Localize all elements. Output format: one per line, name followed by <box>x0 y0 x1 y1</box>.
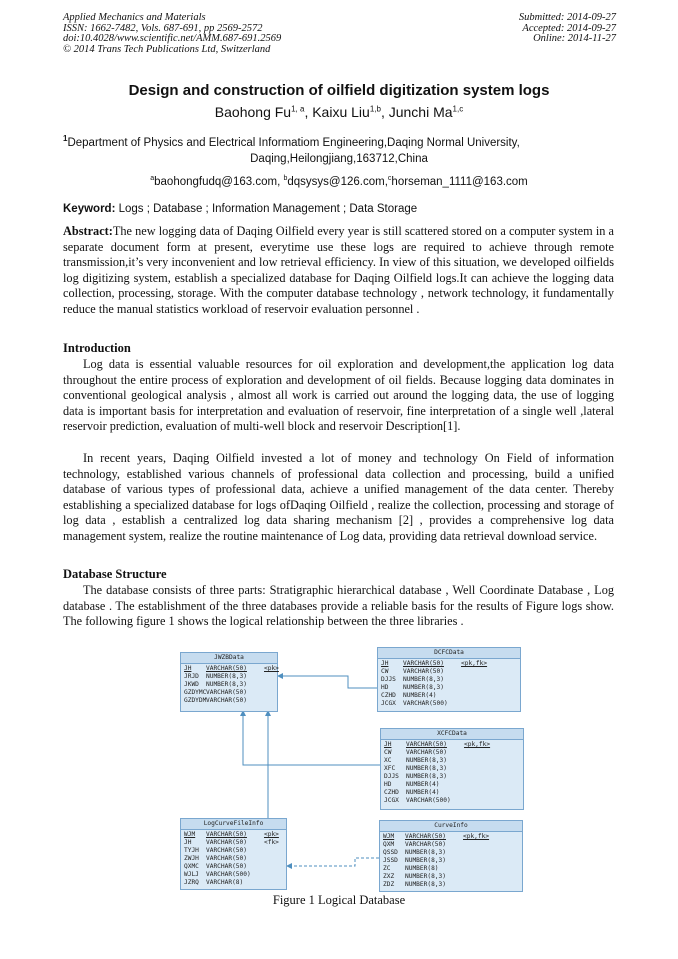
table-field-row <box>381 668 517 676</box>
field-type: VARCHAR(50) <box>206 697 247 704</box>
intro-paragraph-2: In recent years, Daqing Oilfield invested a lot of money and technology On Field of information technology, established various channels of professional data collection and processing, build a unified database of various types of professional data, achieve a unified management of the data center. Thereby establishing a specialized database for logs ofDaqing Oilfield , realize the collection, processing and storage of log data , establish a centralized log data sharing mechanism [2] , provides a comprehensive log data management system, realize the routine maintenance of Log data, providing data retrieval download service. <box>63 451 614 543</box>
accepted-date: Accepted: 2014-09-27 <box>522 22 616 34</box>
email-sup: b <box>283 175 288 182</box>
field-type: VARCHAR(500) <box>406 797 451 804</box>
field-name: TYJH <box>184 847 199 854</box>
table-name: XCFCData <box>381 729 523 740</box>
table-field-row <box>384 781 520 789</box>
field-type: NUMBER(8) <box>405 865 439 872</box>
field-type: VARCHAR(50) <box>206 665 247 672</box>
database-paragraph: The database consists of three parts: Stratigraphic hierarchical database , Well Coordinate Database , Log database . The establishment of the three databases provide a reliable basis for the results of Figure logs show. The following figure 1 shows the logical relationship between the three libraries . <box>63 583 614 629</box>
table-dcfcdata[interactable] <box>377 647 521 712</box>
field-name: ZC <box>383 865 391 872</box>
section-heading-introduction: Introduction <box>63 341 131 355</box>
abstract-label: Abstract: <box>63 224 113 238</box>
table-field-row <box>383 865 519 873</box>
field-type: VARCHAR(50) <box>403 668 444 675</box>
field-name: JCGX <box>381 700 396 707</box>
online-date: Online: 2014-11-27 <box>533 33 616 44</box>
field-name: JSSD <box>383 857 398 864</box>
field-type: VARCHAR(50) <box>206 839 247 846</box>
table-field-row <box>384 741 520 749</box>
table-field-row <box>184 839 283 847</box>
field-type: VARCHAR(50) <box>206 689 247 696</box>
affiliation-line-1 <box>63 134 615 149</box>
table-field-row <box>381 700 517 708</box>
field-name: HD <box>381 684 389 691</box>
table-field-row <box>184 831 283 839</box>
author-sup: 1, a <box>291 104 305 114</box>
field-name: JKWD <box>184 681 199 688</box>
email-list <box>0 175 678 188</box>
affiliation-text: Department of Physics and Electrical Informatiom Engineering,Daqing Normal University, <box>67 136 520 149</box>
table-field-row <box>184 863 283 871</box>
field-name: HD <box>384 781 392 788</box>
table-field-row <box>384 773 520 781</box>
email-sup: c <box>387 175 392 182</box>
field-type: NUMBER(8,3) <box>403 676 444 683</box>
table-field-row <box>184 847 283 855</box>
paper-title: Design and construction of oilfield digitization system logs <box>128 82 550 99</box>
field-type: VARCHAR(50) <box>206 847 247 854</box>
keywords-text: Logs ; Database ; Information Management ; Data Storage <box>115 203 418 215</box>
email-sup: a <box>150 175 155 182</box>
field-name: JH <box>381 660 389 667</box>
field-name: GZDYMC <box>184 689 207 696</box>
field-key: <pk> <box>264 665 279 672</box>
field-name: WJLJ <box>184 871 199 878</box>
field-type: NUMBER(8,3) <box>406 765 447 772</box>
field-name: QXM <box>383 841 395 848</box>
field-type: NUMBER(8,3) <box>405 881 446 888</box>
table-field-row <box>384 797 520 805</box>
abstract-text: The new logging data of Daqing Oilfield every year is still scattered stored on a computer system in a separate document form at present, everytime use these logs are required to achieve through remote transmission,it’s very inconvenient and low retrieval efficiency. In view of this situation, we developed oilfields log digitizing system, establish a specialized database for Daqing Oilfield logs.It can achieve the logging data collection, processing, storage. With the computer database technology , network technology, it fundamentally reduce the manual statistics workload of reservoir evaluation personnel . <box>63 224 614 316</box>
field-key: <pk,fk> <box>461 660 488 667</box>
field-type: NUMBER(8,3) <box>406 757 447 764</box>
field-name: JCGX <box>384 797 399 804</box>
field-key: <fk> <box>264 839 279 846</box>
author-name: Kaixu Liu <box>312 104 370 120</box>
table-field-row <box>383 849 519 857</box>
author-name: Junchi Ma <box>388 104 453 120</box>
author-sup: 1,c <box>452 104 464 114</box>
table-logcurvefileinfo[interactable] <box>180 818 287 890</box>
field-name: ZDZ <box>383 881 395 888</box>
table-field-row <box>184 689 274 697</box>
field-type: VARCHAR(8) <box>206 879 244 886</box>
table-name: CurveInfo <box>380 821 522 832</box>
email-link[interactable]: dqsysys@126.com, <box>287 175 388 188</box>
table-field-row <box>184 855 283 863</box>
email-link[interactable]: horseman_1111@163.com <box>391 175 528 188</box>
field-type: VARCHAR(50) <box>206 831 247 838</box>
table-field-row <box>383 873 519 881</box>
table-field-row <box>184 871 283 879</box>
submitted-date: Submitted: 2014-09-27 <box>518 12 616 23</box>
field-type: NUMBER(4) <box>403 692 437 699</box>
field-name: JH <box>384 741 392 748</box>
field-name: QXMC <box>184 863 199 870</box>
table-field-row <box>384 765 520 773</box>
relation-line <box>243 710 380 765</box>
table-field-row <box>384 749 520 757</box>
table-name: DCFCData <box>378 648 520 659</box>
table-field-row <box>381 676 517 684</box>
field-type: NUMBER(8,3) <box>406 773 447 780</box>
field-name: CZHD <box>384 789 399 796</box>
table-jwzbdata[interactable] <box>180 652 278 712</box>
field-type: VARCHAR(50) <box>206 855 247 862</box>
issn-line: ISSN: 1662-7482, Vols. 687-691, pp 2569-2572 <box>63 22 263 34</box>
author-list: Baohong Fu$^{1, a}$, Kaixu Liu$^{1,b}$, Junchi Ma$^{1,c}$ <box>214 104 464 120</box>
keywords-label: Keyword: <box>63 203 116 215</box>
field-name: DJJS <box>384 773 399 780</box>
field-name: JRJD <box>184 673 199 680</box>
section-heading-database-structure: Database Structure <box>63 567 167 581</box>
table-name: LogCurveFileInfo <box>181 819 286 830</box>
field-name: XC <box>384 757 392 764</box>
figure-caption: Figure 1 Logical Database <box>272 893 406 907</box>
doi-line: doi:10.4028/www.scientific.net/AMM.687-691.2569 <box>63 33 282 44</box>
field-type: VARCHAR(500) <box>403 700 448 707</box>
journal-name: Applied Mechanics and Materials <box>63 12 206 23</box>
field-type: NUMBER(8,3) <box>206 673 247 680</box>
copyright-line: © 2014 Trans Tech Publications Ltd, Switzerland <box>63 43 271 55</box>
field-type: NUMBER(4) <box>406 781 440 788</box>
table-field-row <box>184 665 279 673</box>
keywords <box>63 203 417 215</box>
journal-header-right <box>519 13 616 45</box>
field-name: JZRQ <box>184 879 199 886</box>
table-field-row <box>383 881 519 889</box>
field-type: VARCHAR(500) <box>206 871 251 878</box>
field-name: CW <box>384 749 392 756</box>
field-type: VARCHAR(50) <box>406 741 447 748</box>
field-type: NUMBER(8,3) <box>403 684 444 691</box>
table-field-row <box>383 833 519 841</box>
field-type: VARCHAR(50) <box>206 863 247 870</box>
field-name: CW <box>381 668 389 675</box>
journal-header-left <box>63 13 281 55</box>
field-name: WJM <box>184 831 196 838</box>
field-key: <pk> <box>264 831 279 838</box>
email-link[interactable]: baohongfudq@163.com, <box>154 175 281 188</box>
table-field-row <box>384 789 520 797</box>
field-type: NUMBER(8,3) <box>405 857 446 864</box>
affiliation-line-2: Daqing,Heilongjiang,163712,China <box>250 153 428 165</box>
table-field-row <box>184 681 274 689</box>
relation-line <box>286 858 379 866</box>
field-type: VARCHAR(50) <box>406 749 447 756</box>
table-field-row <box>184 673 274 681</box>
author-name: Baohong Fu <box>214 104 292 120</box>
author-sup: 1,b <box>369 104 381 114</box>
field-type: NUMBER(8,3) <box>405 849 446 856</box>
table-xcfcdata[interactable] <box>380 728 524 810</box>
table-field-row <box>184 879 283 887</box>
field-key: <pk,fk> <box>464 741 491 748</box>
field-type: VARCHAR(50) <box>405 841 446 848</box>
field-name: QSSD <box>383 849 398 856</box>
field-name: CZHD <box>381 692 396 699</box>
field-name: XFC <box>384 765 396 772</box>
table-field-row <box>381 660 517 668</box>
field-type: NUMBER(4) <box>406 789 440 796</box>
field-type: VARCHAR(50) <box>403 660 444 667</box>
table-field-row <box>383 841 519 849</box>
table-field-row <box>384 757 520 765</box>
relation-line <box>277 676 377 688</box>
field-name: WJM <box>383 833 395 840</box>
field-name: ZWJH <box>184 855 199 862</box>
table-field-row <box>184 697 274 705</box>
field-name: ZXZ <box>383 873 395 880</box>
field-type: NUMBER(8,3) <box>206 681 247 688</box>
abstract <box>63 224 614 318</box>
table-curveinfo[interactable] <box>379 820 523 892</box>
field-type: VARCHAR(50) <box>405 833 446 840</box>
table-field-row <box>383 857 519 865</box>
field-type: NUMBER(8,3) <box>405 873 446 880</box>
affil-sup: 1 <box>63 134 68 143</box>
table-field-row <box>381 684 517 692</box>
field-name: GZDYDM <box>184 697 207 704</box>
field-name: JH <box>184 665 192 672</box>
field-name: JH <box>184 839 192 846</box>
field-key: <pk,fk> <box>463 833 490 840</box>
intro-paragraph-1: Log data is essential valuable resources for oil exploration and development,the application log data throughout the entire process of exploration and development of oil fields. Because logging data dominates in conventional geological analysis , almost all work is carried out around the logging data, the use of logging data is important basis for interpretation and evaluation of reservoir, fine interpretation of a single well ,lateral reservoir prediction, evaluation of multi-well block and reservoir Description[1]. <box>63 357 614 434</box>
table-field-row <box>381 692 517 700</box>
field-name: DJJS <box>381 676 396 683</box>
table-name: JWZBData <box>181 653 277 664</box>
